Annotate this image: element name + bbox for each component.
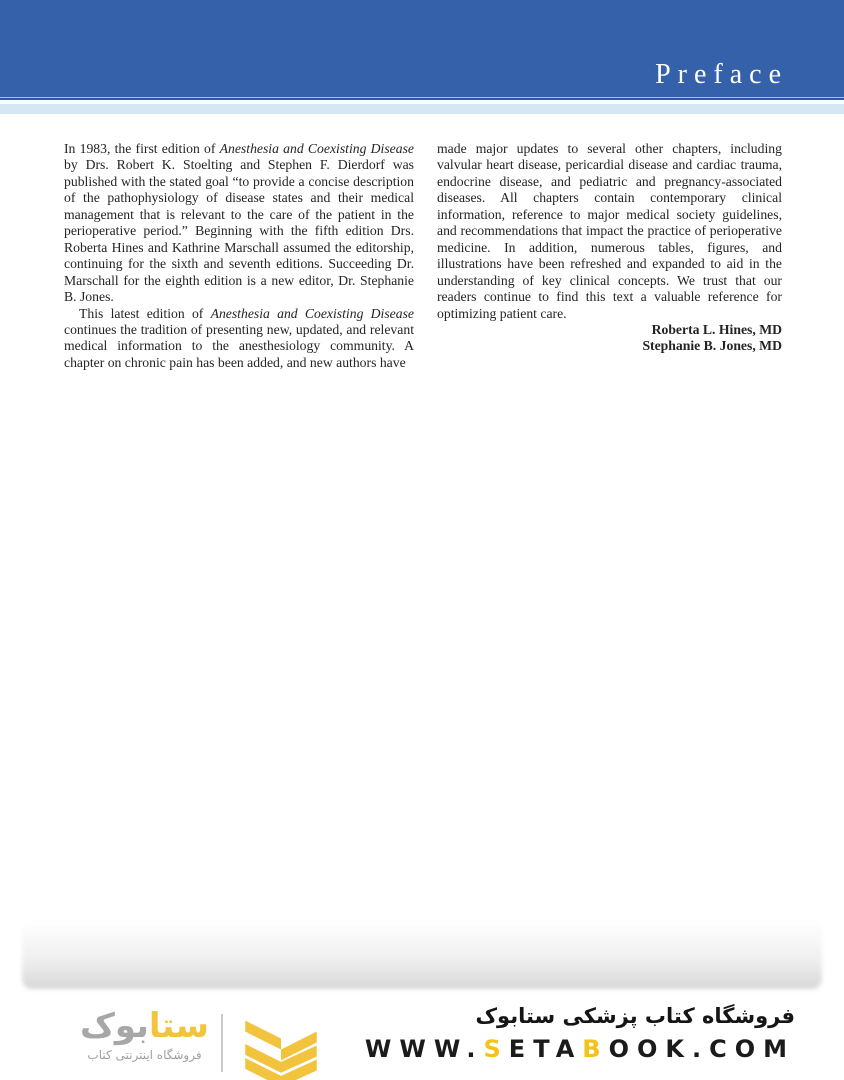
wordmark-secondary: بوک: [80, 1006, 149, 1046]
text-column-left: [64, 141, 414, 371]
paragraph: This latest edition of Anesthesia and Coexisting Disease continues the tradition of presenting new, updated, and relevant medical information to the anesthesiology community. A chapter on chronic pain has been added, and new authors have: [64, 305, 414, 370]
double-chevron-emblem-icon: [235, 1016, 327, 1080]
paragraph: In 1983, the first edition of Anesthesia and Coexisting Disease by Drs. Robert K. Stoelting and Stephen F. Dierdorf was published with the stated goal “to provide a concise description of the pathophysiology of disease states and their medical management that is relevant to the care of the patient in the perioperative period.” Beginning with the fifth edition Drs. Roberta Hines and Kathrine Marschall assumed the editorship, continuing for the sixth and seventh editions. Succeeding Dr. Marschall for the eighth edition is a new editor, Dr. Stephanie B. Jones.: [64, 141, 415, 305]
logo-subtext: فروشگاه اینترنتی کتاب: [87, 1048, 202, 1063]
banner-rule-stripe: [0, 104, 844, 114]
paragraph: made major updates to several other chapters, including valvular heart disease, pericardial disease and cardiac trauma, endocrine disease, and pediatric and pregnancy-associated diseases. All chapters contain contemporary clinical information, reference to major medical society guidelines, and recommendations that impact the practice of perioperative medicine. In addition, numerous tables, figures, and illustrations have been refreshed and expanded to aid in the understanding of key clinical concepts. We trust that our readers continue to find this text a valuable reference for optimizing patient care.: [437, 141, 782, 321]
page-title: Preface: [655, 59, 788, 90]
watermark-footer: [0, 1002, 844, 1080]
store-name-persian: فروشگاه کتاب پزشکی ستابوک: [475, 1004, 795, 1028]
preface-text: [64, 141, 782, 371]
wordmark-primary: ستا: [148, 1006, 209, 1046]
page-bottom-shadow: [22, 921, 822, 989]
store-url: WWW.SETABOOK.COM: [364, 1035, 795, 1063]
logo-divider: [221, 1014, 223, 1072]
setabook-logo: [80, 1008, 327, 1080]
store-info: [365, 1004, 795, 1063]
signature-line-1: Roberta L. Hines, MD: [651, 321, 782, 337]
text-column-right: [437, 141, 782, 371]
setabook-wordmark: [80, 1008, 209, 1062]
signature-line-2: Stephanie B. Jones, MD: [642, 338, 782, 354]
setabook-wordmark-text: [80, 1008, 209, 1045]
preface-banner: [0, 0, 844, 97]
text-column-right-paragraphs: [437, 141, 782, 322]
editor-signatures: [437, 322, 782, 355]
